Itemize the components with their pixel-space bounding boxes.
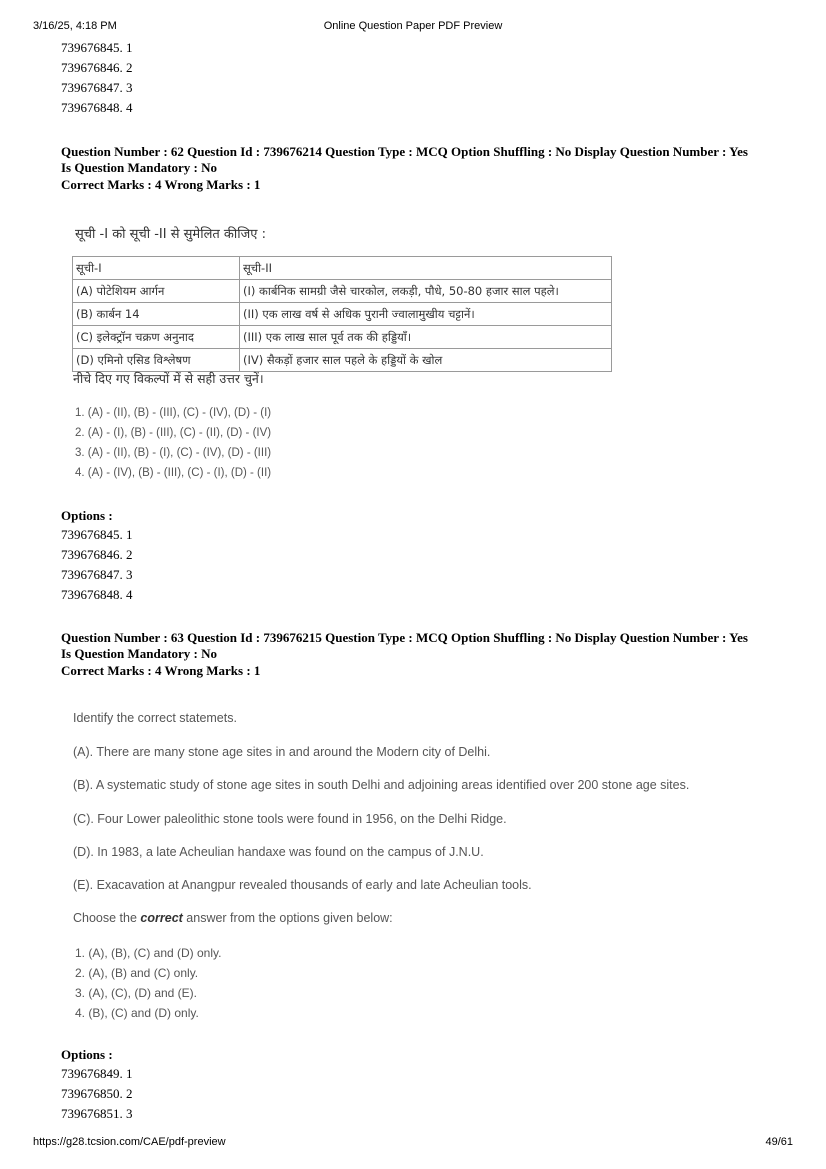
question-marks: Correct Marks : 4 Wrong Marks : 1 <box>61 663 261 678</box>
option-id: 739676845. 1 <box>61 40 133 55</box>
matching-table <box>72 256 612 372</box>
instruction-emphasis: correct <box>140 911 183 925</box>
table-cell: (A) पोटेशियम आर्गन <box>73 280 240 303</box>
table-cell: (II) एक लाख वर्ष से अधिक पुरानी ज्वालामुखीय चट्टानें। <box>240 303 612 326</box>
option-id: 739676845. 1 <box>61 527 133 542</box>
question-meta: Question Number : 63 Question Id : 739676215 Question Type : MCQ Option Shuffling : No Display Question Number : Yes <box>61 630 748 645</box>
choice-list <box>75 403 271 483</box>
choice-item: 1. (A), (B), (C) and (D) only. <box>75 946 222 960</box>
choose-instruction <box>73 911 393 925</box>
question-prompt: Identify the correct statemets. <box>73 711 237 725</box>
question-meta: Question Number : 62 Question Id : 739676214 Question Type : MCQ Option Shuffling : No Display Question Number : Yes <box>61 144 748 159</box>
choice-item: 4. (B), (C) and (D) only. <box>75 1006 199 1020</box>
question-title: सूची -I को सूची -II से सुमेलित कीजिए : <box>75 227 266 242</box>
option-id: 739676846. 2 <box>61 60 133 75</box>
option-id: 739676846. 2 <box>61 547 133 562</box>
question-instruction: नीचे दिए गए विकल्पों में से सही उत्तर चुनें। <box>73 371 264 386</box>
table-cell: (D) एमिनो एसिड विश्लेषण <box>73 349 240 372</box>
option-id: 739676850. 2 <box>61 1086 133 1101</box>
options-label: Options : <box>61 1047 113 1062</box>
statement: (E). Exacavation at Anangpur revealed thousands of early and late Acheulian tools. <box>73 878 532 892</box>
option-id: 739676848. 4 <box>61 587 133 602</box>
option-id: 739676848. 4 <box>61 100 133 115</box>
choice-item: 4. (A) - (IV), (B) - (III), (C) - (I), (D) - (II) <box>75 467 272 479</box>
table-row <box>73 280 612 303</box>
table-row <box>73 303 612 326</box>
column-header: सूची-I <box>73 257 240 280</box>
table-cell: (IV) सैकड़ों हजार साल पहले के हड्डियों के खोल <box>240 349 612 372</box>
print-datetime: 3/16/25, 4:18 PM <box>33 20 117 32</box>
choice-item: 3. (A), (C), (D) and (E). <box>75 986 198 1000</box>
question-mandatory: Is Question Mandatory : No <box>61 160 218 175</box>
page-number: 49/61 <box>765 1136 793 1148</box>
table-cell: (I) कार्बनिक सामग्री जैसे चारकोल, लकड़ी, पौधे, 50-80 हजार साल पहले। <box>240 280 612 303</box>
choice-item: 2. (A) - (I), (B) - (III), (C) - (II), (D) - (IV) <box>75 427 272 439</box>
choice-item: 1. (A) - (II), (B) - (III), (C) - (IV), (D) - (I) <box>75 407 272 419</box>
option-id: 739676851. 3 <box>61 1106 133 1121</box>
table-cell: (III) एक लाख साल पूर्व तक की हड्डियाँ। <box>240 326 612 349</box>
statement: (B). A systematic study of stone age sites in south Delhi and adjoining areas identified over 200 stone age sites. <box>73 778 690 792</box>
column-header: सूची-II <box>240 257 612 280</box>
question-mandatory: Is Question Mandatory : No <box>61 646 218 661</box>
table-header-row <box>73 257 612 280</box>
instruction-text: answer from the options given below: <box>182 911 393 925</box>
choice-item: 3. (A) - (II), (B) - (I), (C) - (IV), (D) - (III) <box>75 447 272 459</box>
question-marks: Correct Marks : 4 Wrong Marks : 1 <box>61 177 261 192</box>
options-label: Options : <box>61 508 113 523</box>
table-row <box>73 349 612 372</box>
instruction-text: Choose the <box>73 911 141 925</box>
statement: (D). In 1983, a late Acheulian handaxe was found on the campus of J.N.U. <box>73 845 484 859</box>
statement: (A). There are many stone age sites in and around the Modern city of Delhi. <box>73 745 491 759</box>
option-id: 739676847. 3 <box>61 567 133 582</box>
page-url: https://g28.tcsion.com/CAE/pdf-preview <box>33 1136 226 1148</box>
table-cell: (C) इलेक्ट्रॉन चक्रण अनुनाद <box>73 326 240 349</box>
option-id: 739676847. 3 <box>61 80 133 95</box>
document-title: Online Question Paper PDF Preview <box>323 20 503 32</box>
table-row <box>73 326 612 349</box>
statement: (C). Four Lower paleolithic stone tools were found in 1956, on the Delhi Ridge. <box>73 812 507 826</box>
table-cell: (B) कार्बन 14 <box>73 303 240 326</box>
choice-list <box>75 943 221 1023</box>
option-id: 739676849. 1 <box>61 1066 133 1081</box>
choice-item: 2. (A), (B) and (C) only. <box>75 966 199 980</box>
